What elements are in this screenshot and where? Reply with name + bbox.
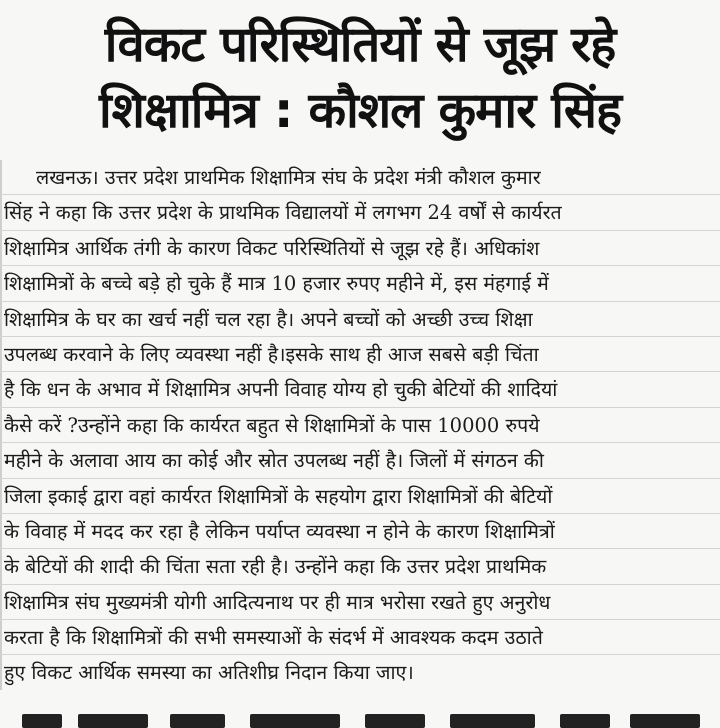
article-line: शिक्षामित्र संघ मुख्यमंत्री योगी आदित्यनाथ पर ही मात्र भरोसा रखते हुए अनुरोध bbox=[0, 585, 720, 620]
article-line: लखनऊ। उत्तर प्रदेश प्राथमिक शिक्षामित्र संघ के प्रदेश मंत्री कौशल कुमार bbox=[0, 160, 720, 195]
cropped-glyph bbox=[630, 714, 700, 728]
article-line: के बेटियों की शादी की चिंता सता रही है। उन्होंने कहा कि उत्तर प्रदेश प्राथमिक bbox=[0, 549, 720, 584]
headline-line-2: शिक्षामित्र : कौशल कुमार सिंह bbox=[98, 82, 622, 139]
cropped-next-headline bbox=[0, 708, 720, 728]
headline bbox=[0, 12, 720, 144]
article-line: हुए विकट आर्थिक समस्या का अतिशीघ्र निदान किया जाए। bbox=[0, 655, 720, 690]
article-line: है कि धन के अभाव में शिक्षामित्र अपनी विवाह योग्य हो चुकी बेटियों की शादियां bbox=[0, 372, 720, 407]
article-line: करता है कि शिक्षामित्रों की सभी समस्याओं के संदर्भ में आवश्यक कदम उठाते bbox=[0, 620, 720, 655]
article-line: उपलब्ध करवाने के लिए व्यवस्था नहीं है।इसके साथ ही आज सबसे बड़ी चिंता bbox=[0, 337, 720, 372]
cropped-glyph bbox=[450, 714, 535, 728]
cropped-glyph bbox=[250, 714, 340, 728]
article-line: कैसे करें ?उन्होंने कहा कि कार्यरत बहुत से शिक्षामित्रों के पास 10000 रुपये bbox=[0, 408, 720, 443]
article-line: शिक्षामित्रों के बच्चे बड़े हो चुके हैं मात्र 10 हजार रुपए महीने में, इस मंहगाई में bbox=[0, 266, 720, 301]
headline-line-1: विकट परिस्थितियों से जूझ रहे bbox=[104, 16, 616, 73]
cropped-previous-text bbox=[0, 0, 720, 6]
cropped-glyph bbox=[365, 714, 425, 728]
article-line: सिंह ने कहा कि उत्तर प्रदेश के प्राथमिक विद्यालयों में लगभग 24 वर्षों से कार्यरत bbox=[0, 195, 720, 230]
article-line: के विवाह में मदद कर रहा है लेकिन पर्याप्त व्यवस्था न होने के कारण शिक्षामित्रों bbox=[0, 514, 720, 549]
cropped-glyph bbox=[22, 714, 62, 728]
article-body bbox=[0, 160, 720, 690]
article-line: जिला इकाई द्वारा वहां कार्यरत शिक्षामित्रों के सहयोग द्वारा शिक्षामित्रों की बेटियों bbox=[0, 479, 720, 514]
cropped-glyph bbox=[170, 714, 225, 728]
article-line: महीने के अलावा आय का कोई और स्रोत उपलब्ध नहीं है। जिलों में संगठन की bbox=[0, 443, 720, 478]
article-line: शिक्षामित्र आर्थिक तंगी के कारण विकट परिस्थितियों से जूझ रहे हैं। अधिकांश bbox=[0, 231, 720, 266]
cropped-glyph bbox=[78, 714, 148, 728]
article-line: शिक्षामित्र के घर का खर्च नहीं चल रहा है। अपने बच्चों को अच्छी उच्च शिक्षा bbox=[0, 302, 720, 337]
cropped-glyph bbox=[560, 714, 610, 728]
